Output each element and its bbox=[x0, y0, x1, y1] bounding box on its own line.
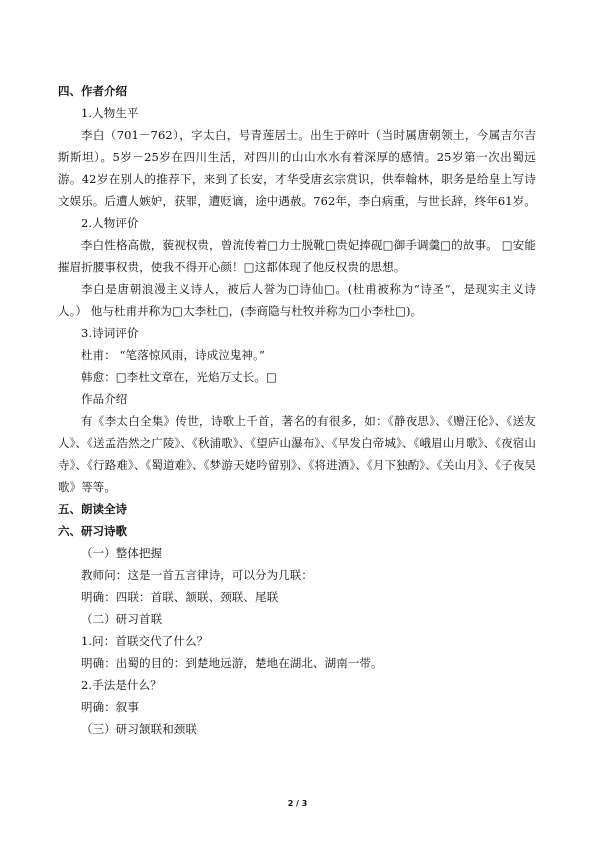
subheading-overall: （一）整体把握 bbox=[81, 546, 163, 560]
question-technique: 2.手法是什么？ bbox=[81, 678, 162, 692]
section-heading-author: 四、作者介绍 bbox=[58, 84, 127, 98]
subheading-poem-evaluation: 3.诗词评价 bbox=[81, 326, 139, 340]
teacher-question: 教师问：这是一首五言律诗，可以分为几联： bbox=[81, 568, 313, 582]
subheading-first-couplet: （二）研习首联 bbox=[81, 612, 163, 626]
page-number: 2 / 3 bbox=[287, 799, 308, 808]
paragraph-evaluation-2: 李白是唐朝浪漫主义诗人，被后人誉为□诗仙□。(杜甫被称为“诗圣”，是现实主义诗人。） 他与杜甫并称为□大李杜□，(李商隐与杜牧并称为□小李杜□)。 bbox=[58, 282, 536, 318]
document-content bbox=[58, 80, 536, 740]
subheading-life: 1.人物生平 bbox=[81, 106, 139, 120]
paragraph-life: 李白（701－762），字太白，号青莲居士。出生于碎叶（当时属唐朝领土，今属吉尔吉斯斯坦）。5岁－25岁在四川生活，对四川的山山水水有着深厚的感情。25岁第一次出蜀远游。42岁在别人的推荐下，来到了长安，才华受唐玄宗赏识，供奉翰林，职务是给皇上写诗文娱乐。后遭人嫉妒，获罪，遭贬谪，途中遇赦。762年，李白病重，与世长辞，终年61岁。 bbox=[58, 128, 536, 208]
paragraph-works: 有《李太白全集》传世，诗歌上千首，著名的有很多，如：《静夜思》、《赠汪伦》、《送友人》、《送孟浩然之广陵》、《秋浦歌》、《望庐山瀑布》、《早发白帝城》、《峨眉山月歌》、《夜宿山寺》、《行路难》、《蜀道难》、《梦游天姥吟留别》、《将进酒》、《月下独酌》、《关山月》、《子夜吴歌》等等。 bbox=[58, 414, 536, 494]
quote-han-yu: 韩愈：□李杜文章在，光焰万丈长。□ bbox=[81, 370, 277, 384]
subheading-evaluation: 2.人物评价 bbox=[81, 216, 139, 230]
section-heading-study: 六、研习诗歌 bbox=[58, 524, 127, 538]
quote-du-fu: 杜甫： “笔落惊风雨，诗成泣鬼神。” bbox=[81, 348, 265, 362]
subheading-works: 作品介绍 bbox=[81, 392, 128, 406]
answer-technique: 明确：叙事 bbox=[81, 700, 139, 714]
subheading-middle-couplets: （三）研习颔联和颈联 bbox=[81, 722, 197, 736]
question-first-couplet: 1.问：首联交代了什么？ bbox=[81, 634, 209, 648]
paragraph-evaluation-1: 李白性格高傲，藐视权贵，曾流传着□力士脱靴□贵妃捧砚□御手调羹□的故事。 □安能摧眉折腰事权贵，使我不得开心颜！□这都体现了他反权贵的思想。 bbox=[58, 238, 536, 274]
answer-first-couplet: 明确：出蜀的目的：到楚地远游，楚地在湖北、湖南一带。 bbox=[81, 656, 383, 670]
section-heading-reading: 五、朗读全诗 bbox=[58, 502, 127, 516]
answer-four-couplets: 明确：四联：首联、颔联、颈联、尾联 bbox=[81, 590, 279, 604]
